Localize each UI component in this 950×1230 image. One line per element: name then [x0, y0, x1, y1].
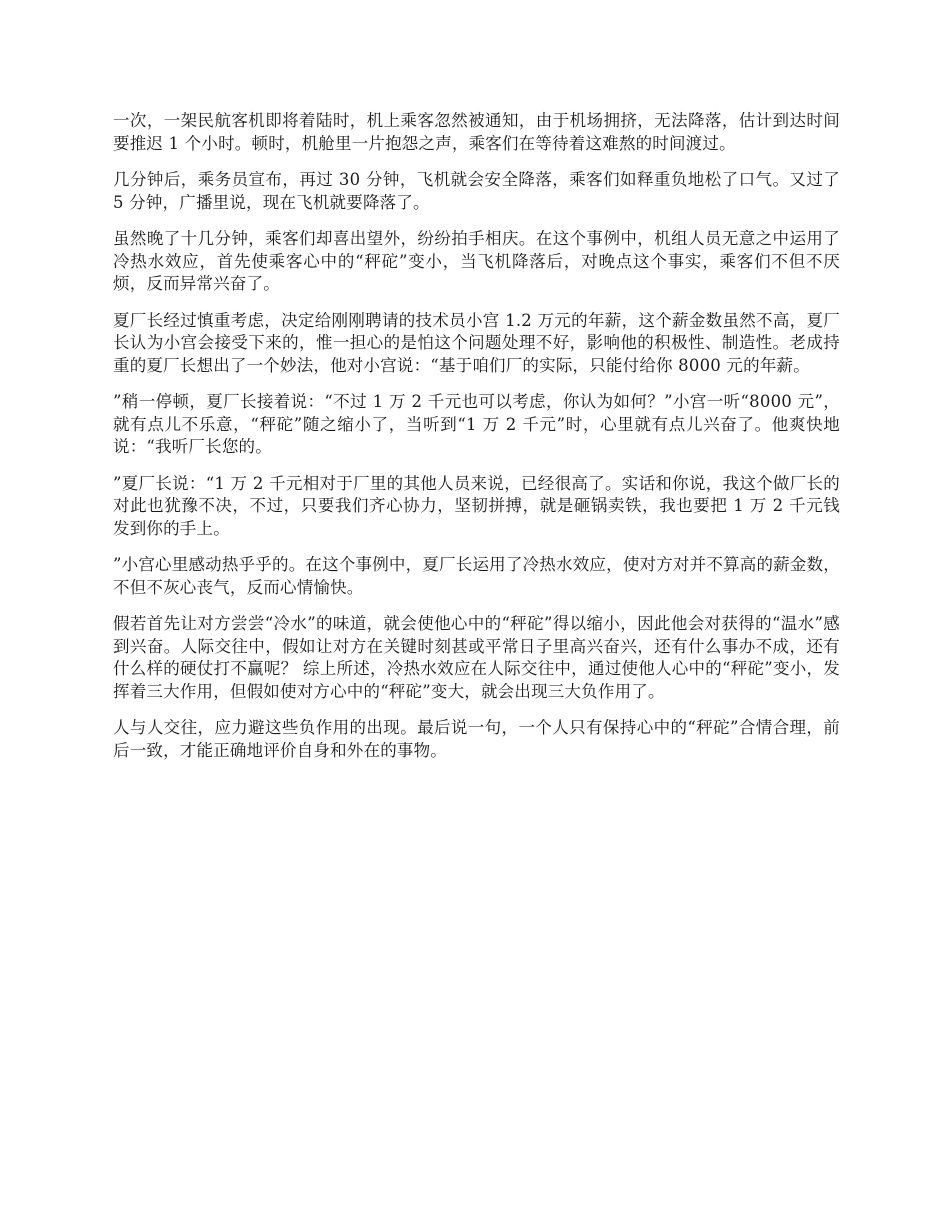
paragraph-1: 一次，一架民航客机即将着陆时，机上乘客忽然被通知，由于机场拥挤，无法降落，估计到达时间要推迟 1 个小时。顿时，机舱里一片抱怨之声，乘客们在等待着这难熬的时间渡过。	[113, 111, 840, 153]
document-body	[113, 110, 840, 776]
paragraph-8: 假若首先让对方尝尝“冷水”的味道，就会使他心中的“秤砣”得以缩小，因此他会对获得的“温水”感到兴奋。人际交往中，假如让对方在关键时刻甚或平常日子里高兴奋兴，还有什么事办不成，还有什么样的硬仗打不赢呢？ 综上所述，冷热水效应在人际交往中，通过使他人心中的“秤砣”变小，发挥着三大作用，但假如使对方心中的“秤砣”变大，就会出现三大负作用了。	[113, 614, 840, 701]
paragraph-2: 几分钟后，乘务员宣布，再过 30 分钟，飞机就会安全降落，乘客们如释重负地松了口气。又过了 5 分钟，广播里说，现在飞机就要降落了。	[113, 170, 840, 212]
paragraph-3: 虽然晚了十几分钟，乘客们却喜出望外，纷纷拍手相庆。在这个事例中，机组人员无意之中运用了冷热水效应，首先使乘客心中的“秤砣”变小，当飞机降落后，对晚点这个事实，乘客们不但不厌烦，反而异常兴奋了。	[113, 229, 840, 293]
paragraph-5: ”稍一停顿，夏厂长接着说：“不过 1 万 2 千元也可以考虑，你认为如何？”小宫一听“8000 元”，就有点儿不乐意，“秤砣”随之缩小了，当听到“1 万 2 千元”时，心里就有点儿兴奋了。他爽快地说：“我听厂长您的。	[113, 392, 840, 456]
paragraph-9: 人与人交往，应力避这些负作用的出现。最后说一句，一个人只有保持心中的“秤砣”合情合理，前后一致，才能正确地评价自身和外在的事物。	[113, 718, 840, 760]
paragraph-4: 夏厂长经过慎重考虑，决定给刚刚聘请的技术员小宫 1.2 万元的年薪，这个薪金数虽然不高，夏厂长认为小宫会接受下来的，惟一担心的是怕这个问题处理不好，影响他的积极性、制造性。老成持重的夏厂长想出了一个妙法，他对小宫说：“基于咱们厂的实际，只能付给你 8000 元的年薪。	[113, 310, 840, 375]
paragraph-6: ”夏厂长说：“1 万 2 千元相对于厂里的其他人员来说，已经很高了。实话和你说，我这个做厂长的对此也犹豫不决，不过，只要我们齐心协力，坚韧拼搏，就是砸锅卖铁，我也要把 1 万 2 千元钱发到你的手上。	[113, 473, 840, 538]
paragraph-7: ”小宫心里感动热乎乎的。在这个事例中，夏厂长运用了冷热水效应，使对方对并不算高的薪金数，不但不灰心丧气，反而心情愉快。	[113, 555, 840, 597]
